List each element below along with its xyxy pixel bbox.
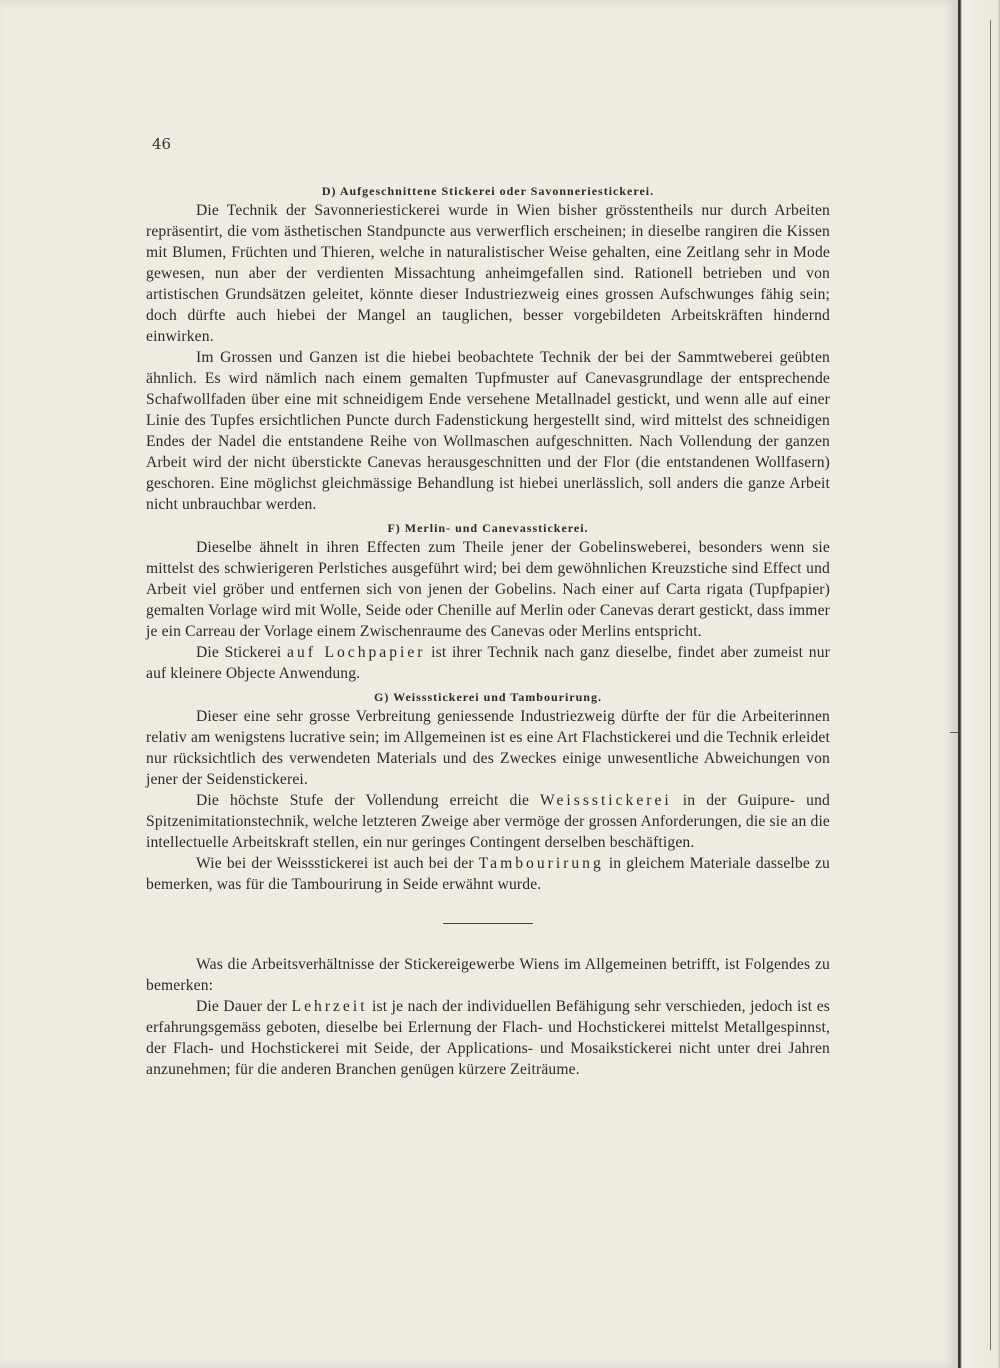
section-g-paragraph-2: [146, 790, 830, 853]
section-g-p2-emphasis: Weissstickerei: [540, 792, 672, 809]
section-d-paragraph-1: Die Technik der Savonneriestickerei wurde in Wien bisher grösstentheils nur durch Arbeiten repräsentirt, die vom ästhetischen Standpuncte aus verwerflich erscheinen; in dieselbe rangiren die Kissen mit Blumen, Früchten und Thieren, welche in naturalistischer Weise gehalten, eine Zeitlang sehr in Mode gewesen, nun aber der verdienten Missachtung anheimgefallen sind. Rationell betrieben und von artistischen Grundsätzen geleitet, könnte dieser Industriezweig eines grossen Aufschwunges fähig sein; doch dürfte auch hiebei der Mangel an tauglichen, besser vorgebildeten Arbeitskräften hindernd einwirken.: [146, 202, 830, 345]
section-g-p3-emphasis: Tambourirung: [478, 855, 604, 872]
section-f-paragraph-1: Dieselbe ähnelt in ihren Effecten zum Theile jener der Gobelinsweberei, besonders wenn sie mittelst des schwierigeren Perlstiches ausgeführt wird; bei dem gewöhnlichen Kreuzstiche sind Effect und Arbeit viel gröber und entfernen sich von jenen der Gobelins. Nach einer auf Carta rigata (Tupfpapier) gemalten Vorlage wird mit Wolle, Seide oder Chenille auf Merlin oder Canevas derart gestickt, dass immer je ein Carreau der Vorlage einem Zwischenraume des Canevas oder Merlins entspricht.: [146, 539, 830, 640]
section-divider: [443, 923, 533, 924]
page-edge-mark: [950, 732, 958, 739]
section-f-p2-text-before: Die Stickerei: [196, 644, 288, 661]
text-block: [146, 182, 830, 1080]
section-g-paragraph-3: [146, 853, 830, 895]
section-f-p2-text-after: ist ihrer Technik nach ganz dieselbe, findet aber zumeist nur auf kleinere Objecte Anwendung.: [146, 644, 831, 682]
general-paragraph-1: Was die Arbeitsverhältnisse der Stickereigewerbe Wiens im Allgemeinen betrifft, ist Folgendes zu bemerken:: [146, 956, 830, 994]
section-g-p2-text-after: in der Guipure- und Spitzenimitationstechnik, welche letzteren Zweige aber vermöge der grossen Anforderungen, die sie an die intellectuelle Arbeitskraft stellen, ein nur geringes Contingent derselben beschäftigen.: [146, 792, 830, 851]
general-p2-text-before: Die Dauer der: [196, 998, 292, 1015]
section-g-p3-text-before: Wie bei der Weissstickerei ist auch bei der: [196, 855, 479, 872]
section-f-paragraph-2: [146, 642, 830, 684]
section-f-heading: F) Merlin- und Canevasstickerei.: [387, 521, 589, 535]
section-f-p2-emphasis: auf Lochpapier: [287, 644, 426, 661]
general-p2-emphasis: Lehrzeit: [291, 998, 368, 1015]
general-p2-text-after: ist je nach der individuellen Befähigung sehr verschieden, jedoch ist es erfahrungsgemäss geboten, dieselbe bei Erlernung der Flach- und Hochstickerei mittelst Metallgespinnst, der Flach- und Hochstickerei mit Seide, der Applications- und Mosaikstickerei nicht unter drei Jahren anzunehmen; für die anderen Branchen genügen kürzere Zeiträume.: [146, 998, 830, 1078]
section-g-heading: G) Weissstickerei und Tambourirung.: [374, 690, 602, 704]
next-page-edge: [958, 0, 1000, 1368]
page-number: 46: [152, 135, 172, 153]
section-d-heading: D) Aufgeschnittene Stickerei oder Savonneriestickerei.: [321, 184, 655, 198]
section-g-p3-text-after: in gleichem Materiale dasselbe zu bemerken, was für die Tambourirung in Seide erwähnt wurde.: [146, 855, 830, 893]
section-g-p2-text-before: Die höchste Stufe der Vollendung erreicht die: [196, 792, 541, 809]
section-g-paragraph-1: Dieser eine sehr grosse Verbreitung geniessende Industriezweig dürfte der für die Arbeiterinnen relativ am wenigstens lucrative sein; im Allgemeinen ist es eine Art Flachstickerei und die Technik erleidet nur rücksichtlich des verwendeten Materials und des Zweckes einige unwesentliche Abweichungen von jener der Seidenstickerei.: [146, 708, 830, 788]
section-d-paragraph-2: Im Grossen und Ganzen ist die hiebei beobachtete Technik der bei der Sammtweberei geübten ähnlich. Es wird nämlich nach einem gemalten Tupfmuster auf Canevasgrundlage der entsprechende Schafwollfaden über eine mit schneidigem Ende versehene Metallnadel gestickt, und wenn alle auf einer Linie des Tupfes ersichtlichen Puncte durch Fadenstickung hergestellt sind, wird mittelst des schneidigen Endes der Nadel die entstandene Reihe von Wollmaschen aufgeschnitten. Nach Vollendung der ganzen Arbeit wird der nicht überstickte Canevas herausgeschnitten und der Flor (die entstandenen Wollfasern) geschoren. Eine möglichst gleichmässige Behandlung ist hiebei unerlässlich, soll anders die ganze Arbeit nicht unbrauchbar werden.: [146, 349, 830, 513]
general-paragraph-2: [146, 996, 830, 1080]
next-page-edge-line: [990, 20, 991, 1350]
